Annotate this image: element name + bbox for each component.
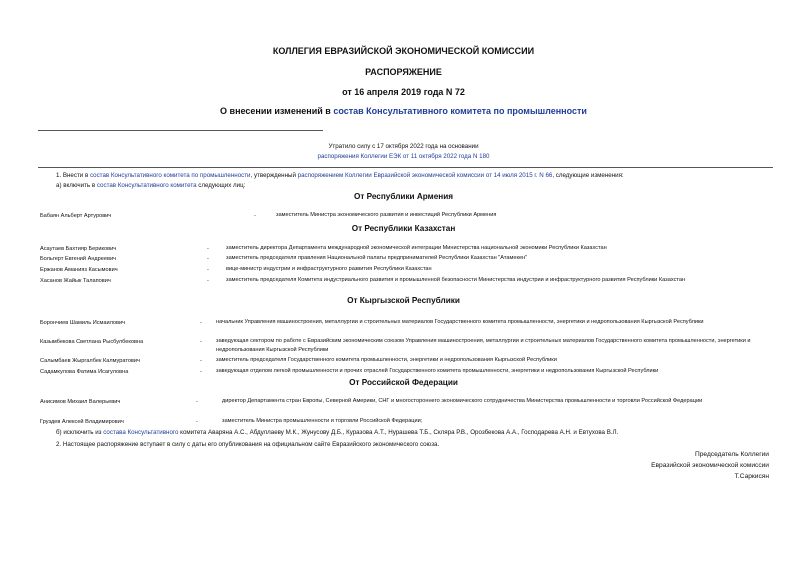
member-name: Хасанов Жайык Талапович <box>40 278 111 284</box>
doc-title-prefix: О внесении изменений в <box>220 106 334 116</box>
member-name: Бабаян Альберт Артурович <box>40 213 112 219</box>
member-name: Казымбекова Светлана Рысбулбековна <box>40 339 144 345</box>
expiry-order-link[interactable]: распоряжения Коллегии ЕЭК от 11 октября 2022 года N 180 <box>317 153 490 160</box>
p1-text-1: 1. Внести в <box>56 172 90 179</box>
doc-date: от 16 апреля 2019 года N 72 <box>342 87 465 97</box>
paragraph-2: 2. Настоящее распоряжение вступает в силу с даты его опубликования на официальном сайте Евразийского экономического союза. <box>56 441 440 448</box>
member-role: директор Департамента стран Европы, Северной Америки, СНГ и многостороннего экономического сотрудничества Министерства промышленности и торговли Российской Федерации <box>222 398 703 404</box>
member-dash: - <box>196 399 198 405</box>
pb-committee-link[interactable]: состава Консультативного <box>103 429 179 436</box>
member-dash: - <box>200 320 202 326</box>
header-divider <box>38 130 323 131</box>
pb-text-1: б) исключить из <box>56 429 104 436</box>
member-name: Борончиев Шамиль Исмаилович <box>40 320 126 326</box>
member-dash: - <box>207 246 209 252</box>
member-dash: - <box>200 358 202 364</box>
member-role: вице-министр индустрии и инфраструктурного развития Республики Казахстан <box>226 266 432 272</box>
member-name: Садамкулова Фатима Исагуловна <box>40 369 129 375</box>
signature-name: Т.Саркисян <box>734 473 769 480</box>
member-dash: - <box>254 213 256 219</box>
member-role: заместитель Министра промышленности и торговли Российской Федерации; <box>222 418 423 424</box>
member-role: заместитель председателя Государственного комитета промышленности, энергетики и недропользования Кыргызской Республики <box>216 357 557 363</box>
member-dash: - <box>200 369 202 375</box>
expiry-divider <box>38 167 773 168</box>
signature-title: Председатель Коллегии <box>695 451 769 458</box>
p1-order-link[interactable]: распоряжением Коллегии Евразийской экономической комиссии от 14 июля 2015 г. N 66 <box>297 172 553 179</box>
paragraph-a <box>56 182 245 189</box>
pa-text-2: следующих лиц: <box>196 182 246 189</box>
member-name: Анисимов Михаил Валерьевич <box>40 399 121 405</box>
member-dash: - <box>207 267 209 273</box>
member-name: Салымбаев Жыргалбек Калмуратович <box>40 358 140 364</box>
p1-text-2: , утвержденный <box>250 172 298 179</box>
committee-composition-link[interactable]: состав Консультативного комитета по промышленности <box>333 106 587 116</box>
section-title-armenia: От Республики Армения <box>353 192 454 201</box>
member-dash: - <box>200 339 202 345</box>
member-name: Асаутаев Бахтияр Берикович <box>40 246 117 252</box>
section-title-russia: От Российской Федерации <box>349 378 458 387</box>
p1-text-3: , следующие изменения: <box>552 172 624 179</box>
member-name: Больгерт Евгений Андреевич <box>40 256 117 262</box>
paragraph-b <box>56 429 618 436</box>
pa-committee-link[interactable]: состав Консультативного комитета <box>96 182 197 189</box>
member-role: заведующая отделом легкой промышленности и прочих отраслей Государственного комитета промышленности, энергетики и недропользования Кыргызской Республики <box>216 368 659 374</box>
member-dash: - <box>207 278 209 284</box>
doc-title <box>0 106 807 116</box>
pb-text-2: комитета Аваряна А.С., Абдуллаеву М.К., Жунусову Д.Б., Куразова А.Т., Нурашева Т.Б., Скляра Р.В., Орозбекова А.А., Господарева А.Н. и Евтухова В.Л. <box>178 429 619 436</box>
member-role: заместитель Министра экономического развития и инвестиций Республики Армения <box>276 212 497 218</box>
member-name: Ержанов Аманияз Касымович <box>40 267 118 273</box>
member-role: заведующая сектором по работе с Евразийским экономическим союзом Управления машиностроения, металлургии и строительных материалов Государственного комитета промышленности, энергетики и недропользования Кыргызской Республики <box>216 338 751 353</box>
member-role: заместитель председателя Комитета индустриального развития и промышленной безопасности Министерства индустрии и инфраструктурного развития Республики Казахстан <box>226 277 686 283</box>
pa-text-1: а) включить в <box>56 182 97 189</box>
member-role: начальник Управления машиностроения, металлургии и строительных материалов Государственного комитета промышленности, энергетики и недропользования Кыргызской Республики <box>216 319 704 325</box>
member-role: заместитель председателя правления Национальной палаты предпринимателей Республики Казахстан "Атамекен" <box>226 255 528 261</box>
p1-committee-link[interactable]: состав Консультативного комитета по промышленности <box>89 172 251 179</box>
section-title-kazakhstan: От Республики Казахстан <box>351 224 456 233</box>
member-role: заместитель директора Департамента международной экономической интеграции Министерства национальной экономики Республики Казахстан <box>226 245 607 251</box>
member-name: Груздев Алексей Владимирович <box>40 419 124 425</box>
expiry-note: Утратило силу с 17 октября 2022 года на основании <box>328 143 479 150</box>
org-title: КОЛЛЕГИЯ ЕВРАЗИЙСКОЙ ЭКОНОМИЧЕСКОЙ КОМИССИИ <box>272 46 535 56</box>
section-title-kyrgyz: От Кыргызской Республики <box>347 296 460 305</box>
member-dash: - <box>207 256 209 262</box>
doc-type: РАСПОРЯЖЕНИЕ <box>365 67 442 77</box>
paragraph-1 <box>56 172 624 179</box>
member-dash: - <box>196 419 198 425</box>
signature-org: Евразийской экономической комиссии <box>651 462 769 469</box>
